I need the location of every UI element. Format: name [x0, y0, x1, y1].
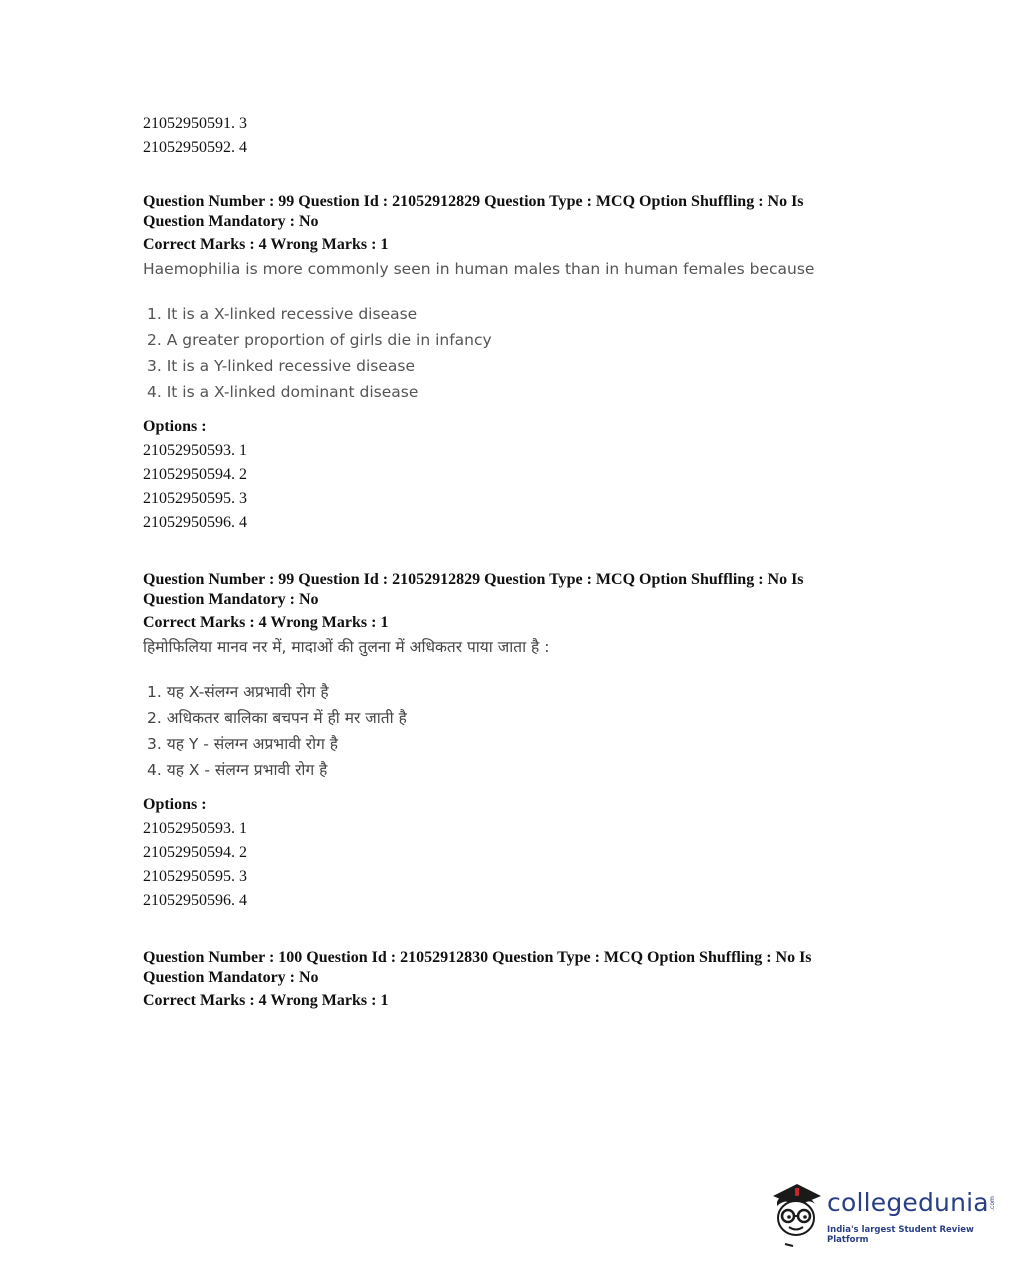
- question-header: Question Number : 99 Question Id : 21052912829 Question Type : MCQ Option Shuffling : No Is: [143, 571, 804, 588]
- choice-item: 3. यह Y - संलग्न अप्रभावी रोग है: [147, 735, 339, 753]
- options-label: Options :: [143, 418, 207, 435]
- collegedunia-logo: [765, 1178, 995, 1248]
- option-line: 21052950594. 2: [143, 466, 247, 483]
- previous-question-options: [143, 112, 883, 160]
- question-header-cont: Question Mandatory : No: [143, 213, 319, 230]
- logo-wordmark: collegedunia: [827, 1188, 989, 1217]
- logo-tagline: India's largest Student Review Platform: [827, 1225, 974, 1245]
- option-line: 21052950591. 3: [143, 115, 247, 132]
- option-line: 21052950596. 4: [143, 892, 247, 909]
- student-mascot-icon: [765, 1178, 827, 1248]
- choice-item: 2. अधिकतर बालिका बचपन में ही मर जाती है: [147, 709, 407, 727]
- question-99-hindi: [143, 570, 883, 913]
- choice-list: [147, 679, 883, 783]
- choice-item: 1. यह X-संलग्न अप्रभावी रोग है: [147, 683, 329, 701]
- question-99-english: [143, 192, 883, 535]
- marks-line: Correct Marks : 4 Wrong Marks : 1: [143, 992, 389, 1009]
- option-line: 21052950594. 2: [143, 844, 247, 861]
- option-line: 21052950595. 3: [143, 490, 247, 507]
- question-header-cont: Question Mandatory : No: [143, 591, 319, 608]
- choice-item: 4. यह X - संलग्न प्रभावी रोग है: [147, 761, 328, 779]
- question-header: Question Number : 100 Question Id : 21052912830 Question Type : MCQ Option Shuffling : No Is: [143, 949, 812, 966]
- question-header-cont: Question Mandatory : No: [143, 969, 319, 986]
- option-line: 21052950596. 4: [143, 514, 247, 531]
- option-line: 21052950593. 1: [143, 442, 247, 459]
- question-header: Question Number : 99 Question Id : 21052912829 Question Type : MCQ Option Shuffling : No Is: [143, 193, 804, 210]
- choice-item: 3. It is a Y-linked recessive disease: [147, 357, 415, 375]
- choice-item: 1. It is a X-linked recessive disease: [147, 305, 418, 323]
- logo-suffix: .com: [988, 1196, 996, 1211]
- question-100: [143, 948, 883, 1011]
- choice-item: 2. A greater proportion of girls die in infancy: [147, 331, 492, 349]
- choice-list: [147, 301, 883, 405]
- question-text: Haemophilia is more commonly seen in human males than in human females because: [143, 260, 815, 278]
- option-line: 21052950595. 3: [143, 868, 247, 885]
- option-line: 21052950593. 1: [143, 820, 247, 837]
- choice-item: 4. It is a X-linked dominant disease: [147, 383, 419, 401]
- question-text: हिमोफिलिया मानव नर में, मादाओं की तुलना में अधिकतर पाया जाता है :: [143, 638, 550, 656]
- options-label: Options :: [143, 796, 207, 813]
- marks-line: Correct Marks : 4 Wrong Marks : 1: [143, 236, 389, 253]
- marks-line: Correct Marks : 4 Wrong Marks : 1: [143, 614, 389, 631]
- option-line: 21052950592. 4: [143, 139, 247, 156]
